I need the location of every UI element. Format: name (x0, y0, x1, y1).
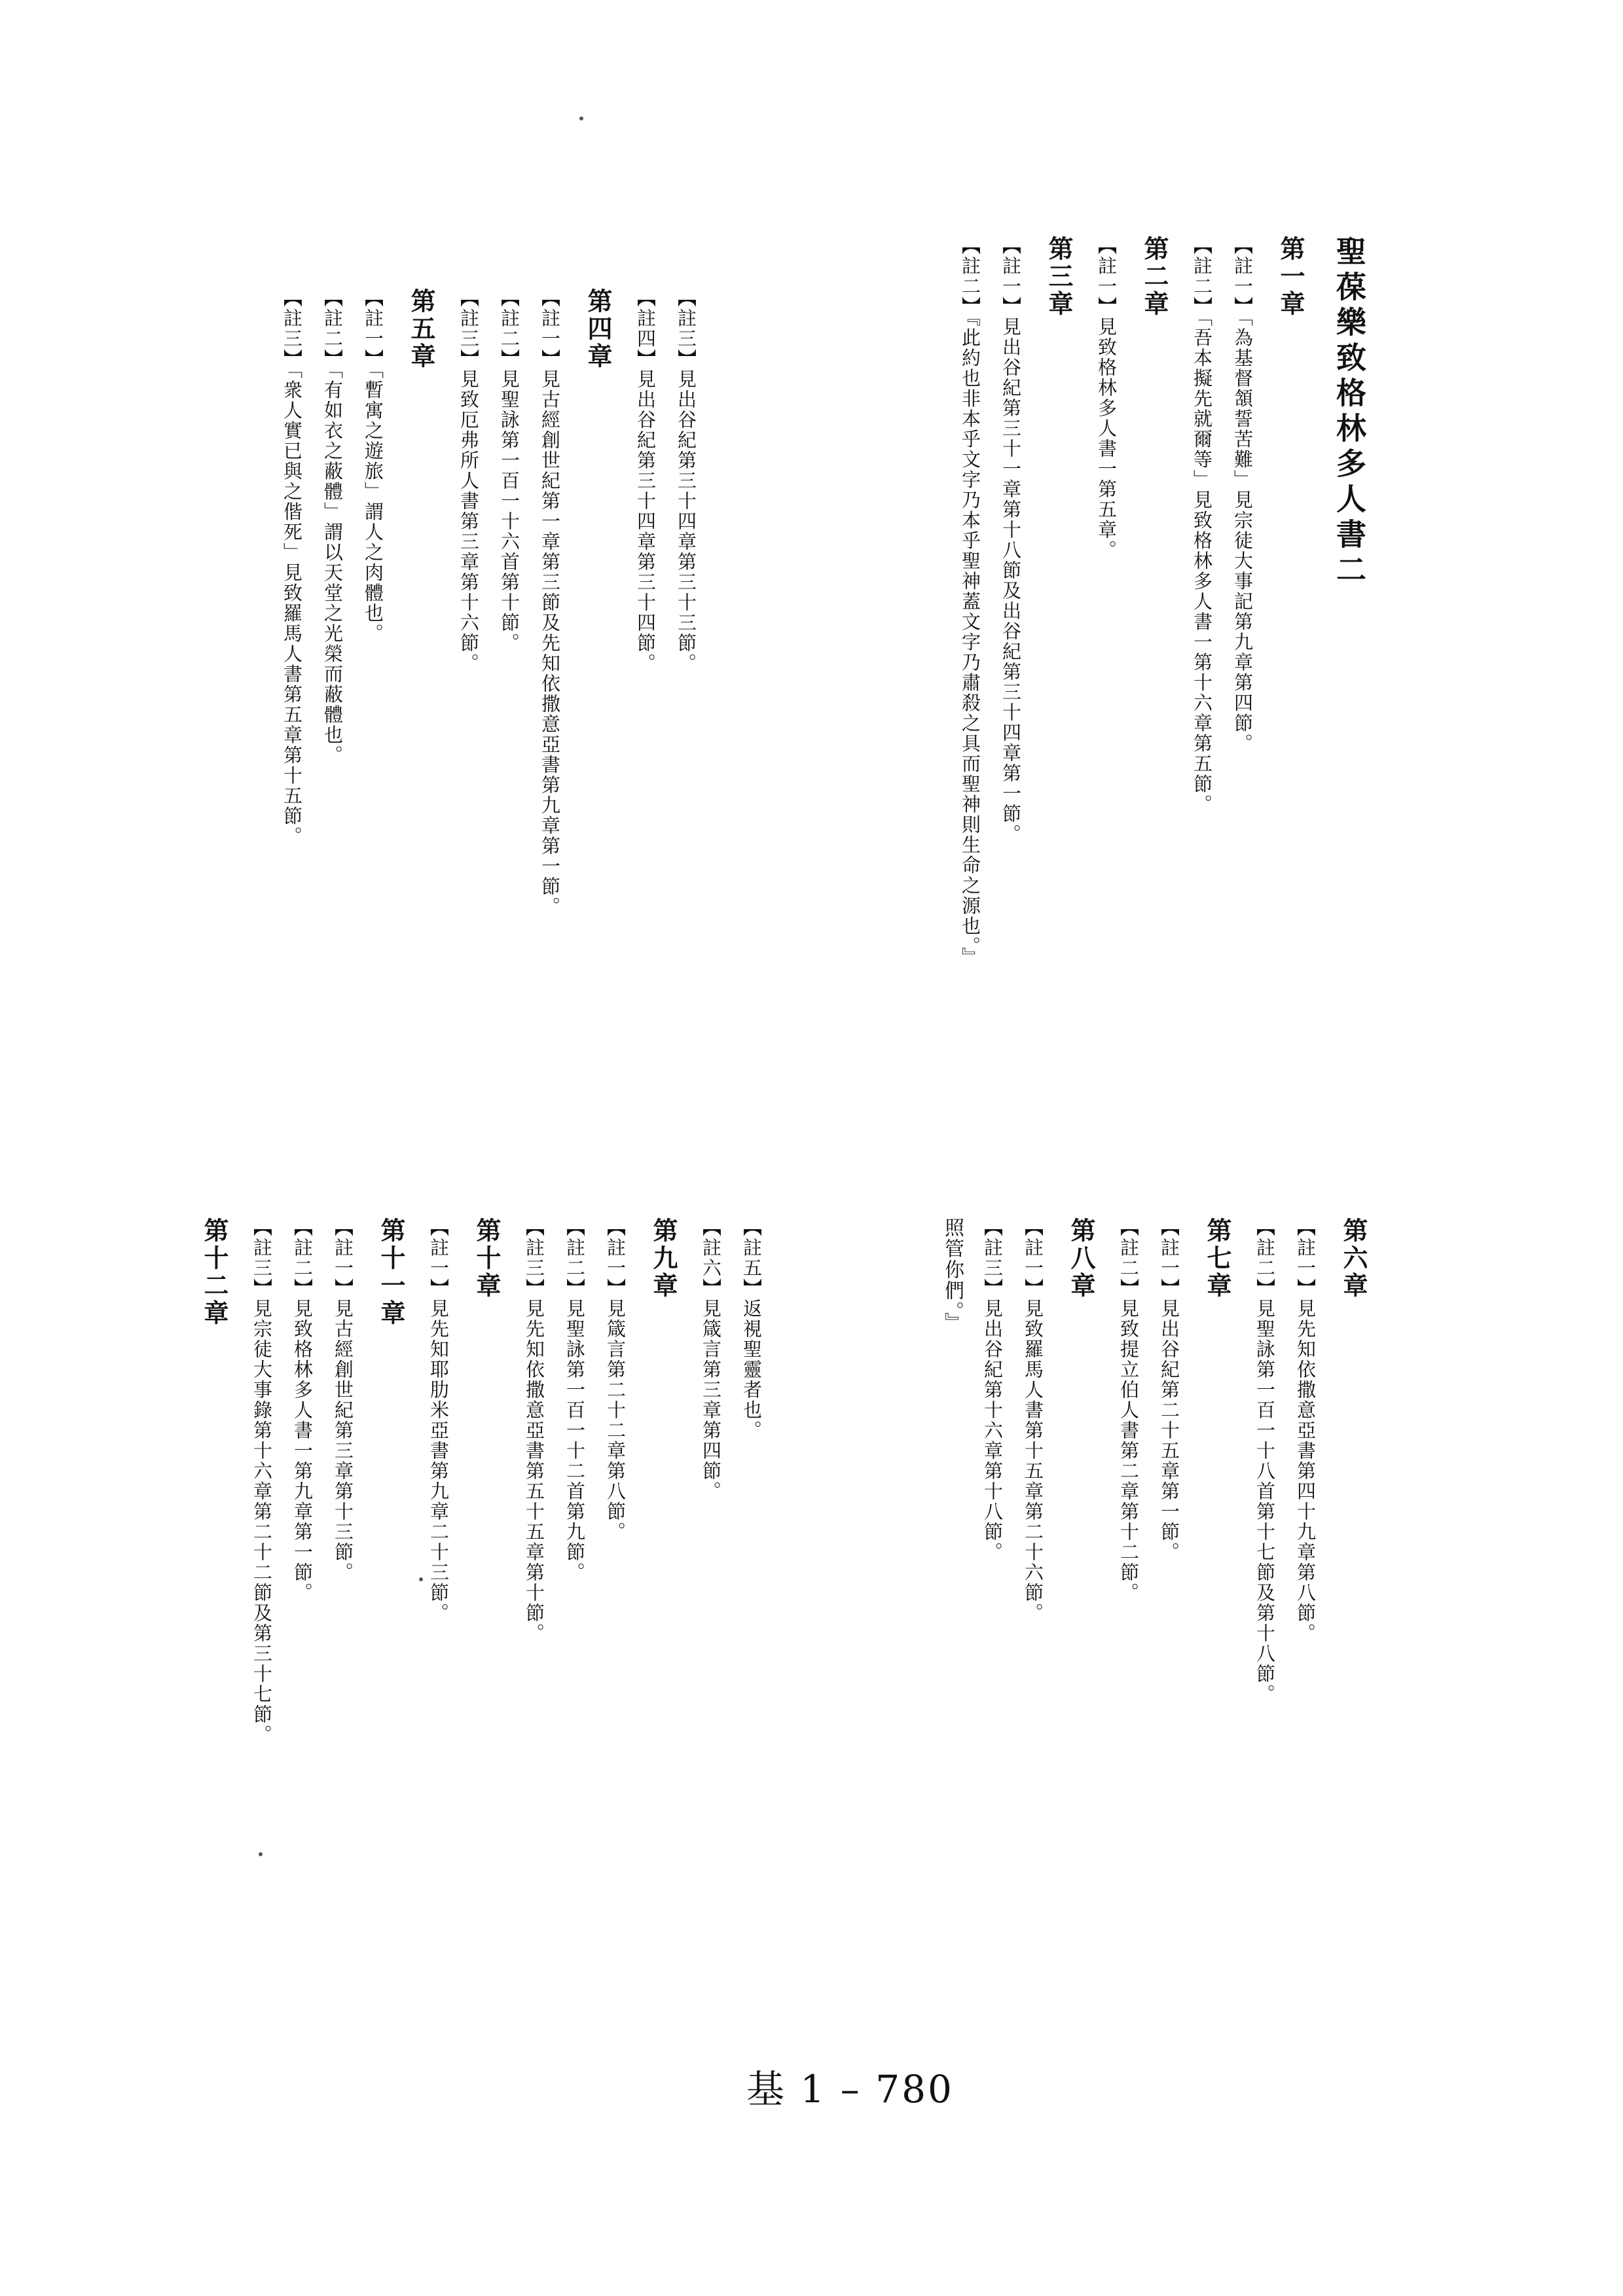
scan-speck (259, 1852, 263, 1856)
lower-right-text-block (932, 1217, 1381, 2068)
annotation-line: 【註一】見先知依撒意亞書第四十九章第八節。 (1294, 1217, 1317, 1643)
annotation-line: 【註二】『此約也非本乎文字乃本乎聖神蓋文字乃肅殺之具而聖神則生命之源也。』 (959, 236, 981, 967)
annotation-line: 【註一】見古經創世紀第一章第三節及先知依撒意亞書第九章第一節。 (539, 288, 561, 917)
annotation-line: 【註二】「吾本擬先就爾等」見致格林多人書一第十六章第五節。 (1191, 236, 1213, 815)
lower-left-text-block (187, 1217, 772, 1754)
annotation-line: 【註二】「有如衣之蔽體」謂以天堂之光榮而蔽體也。 (321, 288, 344, 766)
annotation-line: 【註一】見致羅馬人書第十五章第二十六節。 (1022, 1217, 1044, 1623)
chapter-heading: 第二章 (1140, 236, 1169, 318)
chapter-heading: 第三章 (1044, 236, 1074, 318)
annotation-line: 【註四】見出谷紀第三十四章第三十四節。 (634, 288, 657, 673)
annotation-line: 【註三】見出谷紀第十六章第十八節。 (981, 1217, 1004, 1562)
chapter-heading: 第四章 (583, 288, 613, 370)
book-title: 聖葆樂致格林多人書二 (1332, 236, 1367, 589)
text-line: 照管你們。』 (941, 1217, 964, 1333)
chapter-heading: 第九章 (649, 1217, 678, 1300)
annotation-line: 【註二】見致格林多人書一第九章第一節。 (291, 1217, 314, 1603)
annotation-line: 【註二】見聖詠第一百一十六首第十節。 (498, 288, 520, 653)
annotation-line: 【註二】見聖詠第一百一十八首第十七節及第十八節。 (1254, 1217, 1276, 1704)
annotation-line: 【註一】見先知耶肋米亞書第九章二十三節。 (428, 1217, 450, 1623)
page-number: 基 1 – 780 (746, 2067, 954, 2111)
annotation-line: 【註二】見致提立伯人書第二章第十二節。 (1118, 1217, 1140, 1603)
upper-right-text-block (950, 236, 1381, 1217)
annotation-line: 【註一】見出谷紀第三十一章第十八節及出谷紀第三十四章第一節。 (1000, 236, 1022, 844)
annotation-line: 【註六】見箴言第三章第四節。 (700, 1217, 722, 1501)
annotation-line: 【註二】見聖詠第一百一十二首第九節。 (564, 1217, 586, 1583)
annotation-line: 【註一】「為基督頷誓苦難」見宗徒大事記第九章第四節。 (1231, 236, 1254, 754)
annotation-line: 【註一】見古經創世紀第三章第十三節。 (332, 1217, 354, 1583)
chapter-heading: 第十一章 (376, 1217, 406, 1327)
annotation-line: 【註三】見先知依撒意亞書第五十五章第十節。 (523, 1217, 545, 1643)
chapter-heading: 第十二章 (200, 1217, 229, 1327)
chapter-heading: 第八章 (1067, 1217, 1096, 1300)
annotation-line: 【註一】見出谷紀第二十五章第一節。 (1158, 1217, 1180, 1562)
chapter-heading: 第六章 (1339, 1217, 1368, 1300)
annotation-line: 【註一】見箴言第二十二章第八節。 (604, 1217, 627, 1542)
scan-speck (419, 1577, 423, 1581)
annotation-line: 【註五】返視聖靈者也。 (740, 1217, 763, 1441)
annotation-line: 【註一】見致格林多人書一第五章。 (1095, 236, 1118, 560)
chapter-heading: 第五章 (407, 288, 436, 370)
chapter-heading: 第一章 (1276, 236, 1305, 318)
upper-left-text-block (272, 288, 706, 1158)
chapter-heading: 第十章 (472, 1217, 501, 1300)
annotation-line: 【註一】「暫寓之遊旅」謂人之肉體也。 (362, 288, 384, 644)
annotation-line: 【註三】見宗徒大事錄第十六章第二十二節及第三十七節。 (251, 1217, 273, 1745)
annotation-line: 【註三】見出谷紀第三十四章第三十三節。 (675, 288, 697, 673)
annotation-line: 【註三】「衆人實已與之偕死」見致羅馬人書第五章第十五節。 (281, 288, 303, 847)
chapter-heading: 第七章 (1203, 1217, 1232, 1300)
scan-speck (579, 117, 583, 120)
annotation-line: 【註三】見致厄弗所人書第三章第十六節。 (458, 288, 480, 673)
